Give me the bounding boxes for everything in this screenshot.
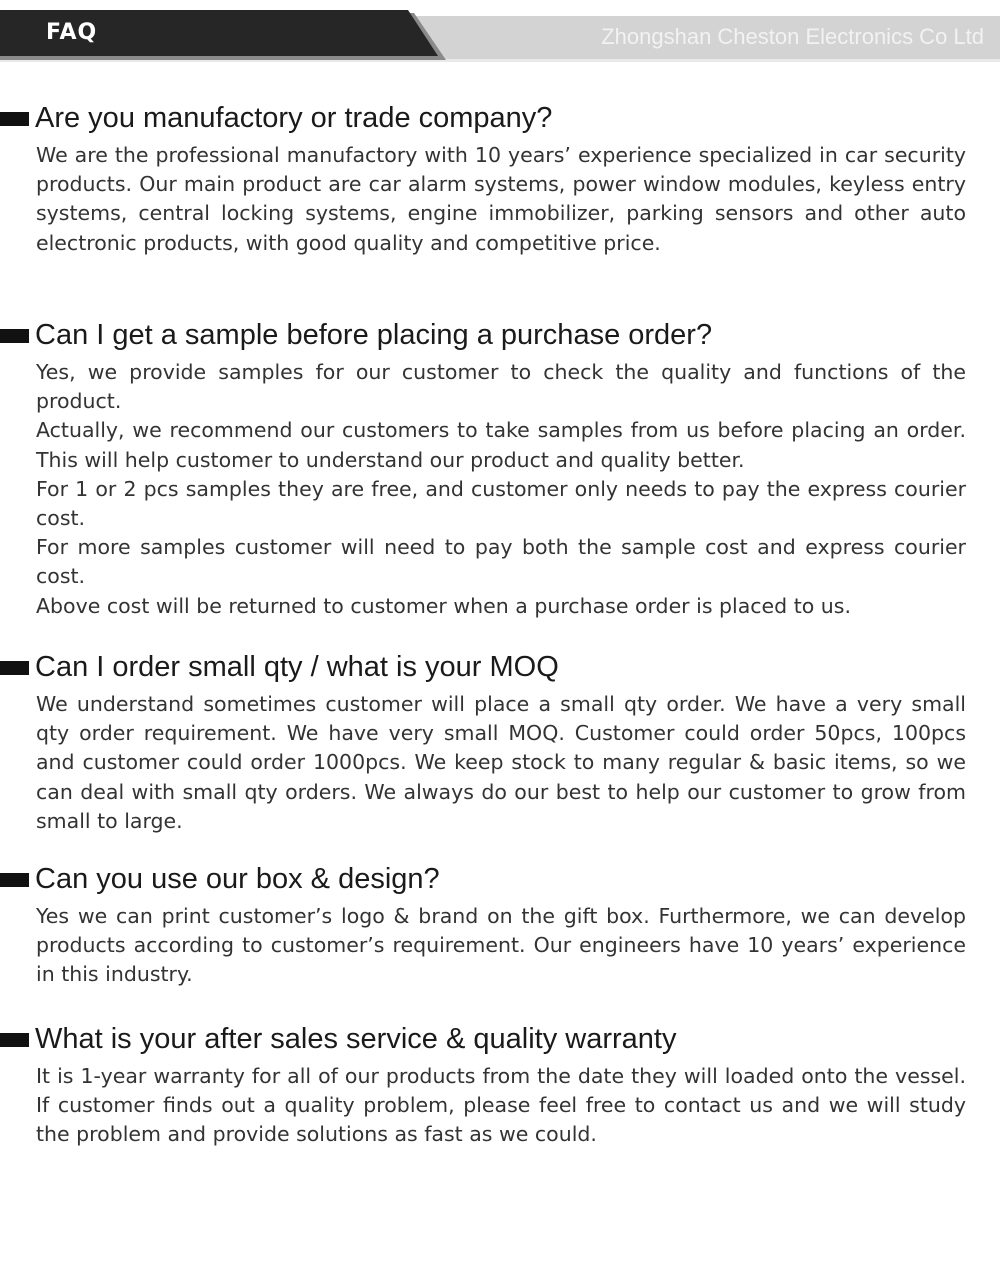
faq-item-manufactory: [0, 101, 1000, 258]
faq-item-moq: [0, 650, 1000, 836]
faq-question-row: [0, 318, 1000, 358]
faq-question-row: [0, 1022, 1000, 1062]
faq-answer: [36, 902, 966, 990]
faq-answer-paragraph: For more samples customer will need to pay both the sample cost and express courier cost.: [36, 535, 966, 589]
question-bullet-marker: [0, 873, 29, 887]
faq-question-row: [0, 650, 1000, 690]
faq-answer: [36, 690, 966, 836]
faq-answer-paragraph: We understand sometimes customer will place a small qty order. We have a very small qty order requirement. We have very small MOQ. Customer could order 50pcs, 100pcs and customer could order 1000pcs. We keep stock to many regular & basic items, so we can deal with small qty orders. We always do our best to help our customer to grow from small to large.: [36, 692, 966, 833]
question-bullet-marker: [0, 661, 29, 675]
faq-question: Can I order small qty / what is your MOQ: [35, 651, 559, 683]
faq-answer: [36, 1062, 966, 1150]
faq-item-sample: [0, 318, 1000, 621]
faq-answer-paragraph: Yes, we provide samples for our customer to check the quality and functions of the product.: [36, 360, 966, 414]
faq-question: Are you manufactory or trade company?: [35, 102, 553, 134]
header-title: FAQ: [46, 20, 98, 45]
faq-answer: [36, 358, 966, 621]
faq-answer: [36, 141, 966, 258]
question-bullet-marker: [0, 329, 29, 343]
faq-answer-paragraph: We are the professional manufactory with 10 years’ experience specialized in car security products. Our main product are car alarm systems, power window modules, keyless entry systems, central locking systems, engine immobilizer, parking sensors and other auto electronic products, with good quality and competitive price.: [36, 143, 966, 255]
question-bullet-marker: [0, 112, 29, 126]
question-bullet-marker: [0, 1033, 29, 1047]
faq-question: What is your after sales service & quality warranty: [35, 1023, 677, 1055]
faq-question: Can you use our box & design?: [35, 863, 440, 895]
faq-answer-paragraph: For 1 or 2 pcs samples they are free, and customer only needs to pay the express courier cost.: [36, 476, 966, 531]
faq-item-box-design: [0, 862, 1000, 990]
faq-item-warranty: [0, 1022, 1000, 1150]
faq-question: Can I get a sample before placing a purchase order?: [35, 319, 713, 351]
faq-question-row: [0, 101, 1000, 141]
faq-answer-paragraph: Yes we can print customer’s logo & brand on the gift box. Furthermore, we can develop products according to customer’s requirement. Our engineers have 10 years’ experience in this industry.: [36, 904, 966, 987]
faq-question-row: [0, 862, 1000, 902]
faq-answer-paragraph: It is 1-year warranty for all of our products from the date they will loaded onto the vessel. If customer finds out a quality problem, please feel free to contact us and we will study the problem and provide solutions as fast as we could.: [36, 1064, 966, 1147]
header-company-name: Zhongshan Cheston Electronics Co Ltd: [601, 24, 984, 49]
faq-answer-paragraph: Above cost will be returned to customer when a purchase order is placed to us.: [36, 593, 851, 618]
faq-answer-paragraph: Actually, we recommend our customers to take samples from us before placing an order. This will help customer to understand our product and quality better.: [36, 418, 966, 472]
faq-header-banner: [0, 0, 1000, 70]
